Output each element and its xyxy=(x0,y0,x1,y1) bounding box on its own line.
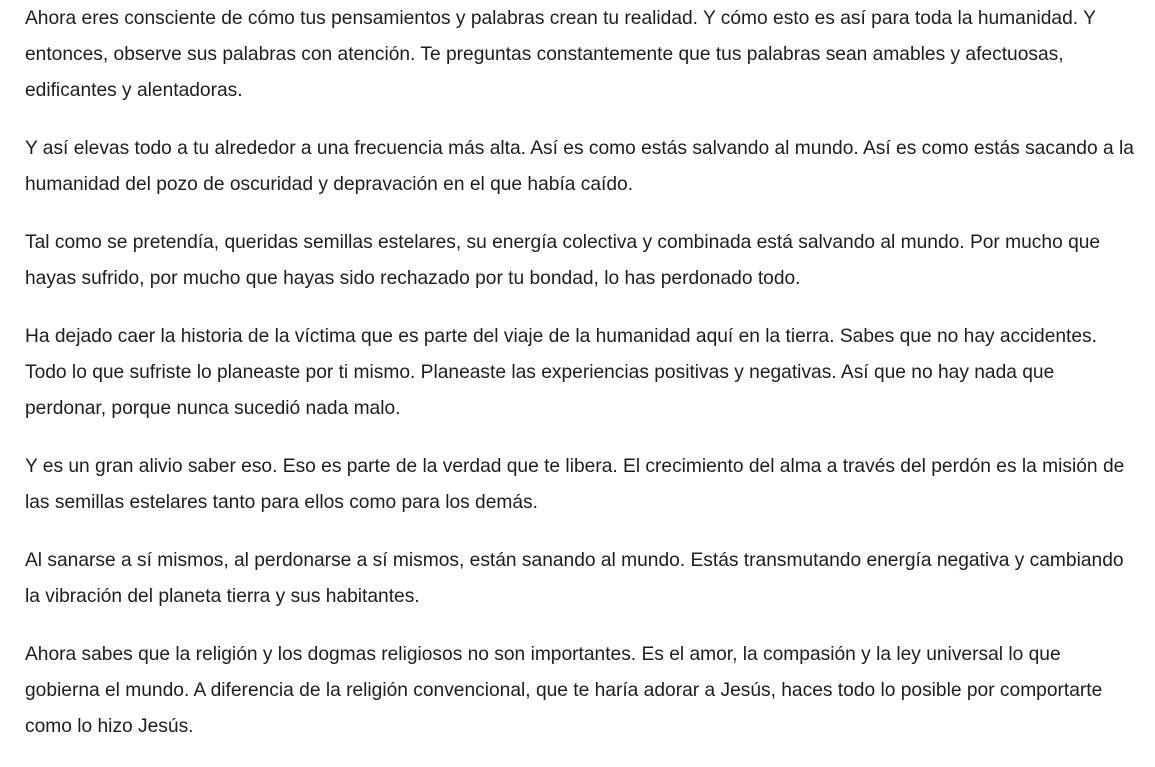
article-paragraph: Y es un gran alivio saber eso. Eso es parte de la verdad que te libera. El crecimiento del alma a través del perdón es la misión de las semillas estelares tanto para ellos como para los demás. xyxy=(25,456,1125,513)
article-paragraph: Al sanarse a sí mismos, al perdonarse a sí mismos, están sanando al mundo. Estás transmutando energía negativa y cambiando la vibración del planeta tierra y sus habitantes. xyxy=(25,550,1124,607)
article-paragraph: Tal como se pretendía, queridas semillas estelares, su energía colectiva y combinada está salvando al mundo. Por mucho que hayas sufrido, por mucho que hayas sido rechazado por tu bondad, lo has perdonado todo. xyxy=(25,232,1101,289)
article-body xyxy=(25,1,1135,767)
article-paragraph: Ahora eres consciente de cómo tus pensamientos y palabras crean tu realidad. Y cómo esto es así para toda la humanidad. Y entonces, observe sus palabras con atención. Te preguntas constantemente que tus palabras sean amables y afectuosas, edificantes y alentadoras. xyxy=(25,8,1096,101)
article-paragraph: Ha dejado caer la historia de la víctima que es parte del viaje de la humanidad aquí en la tierra. Sabes que no hay accidentes. Todo lo que sufriste lo planeaste por ti mismo. Planeaste las experiencias positivas y negativas. Así que no hay nada que perdonar, porque nunca sucedió nada malo. xyxy=(25,326,1097,419)
article-paragraph: Y así elevas todo a tu alrededor a una frecuencia más alta. Así es como estás salvando al mundo. Así es como estás sacando a la humanidad del pozo de oscuridad y depravación en el que había caído. xyxy=(25,138,1134,195)
article-paragraph: Ahora sabes que la religión y los dogmas religiosos no son importantes. Es el amor, la compasión y la ley universal lo que gobierna el mundo. A diferencia de la religión convencional, que te haría adorar a Jesús, haces todo lo posible por comportarte como lo hizo Jesús. xyxy=(25,644,1103,737)
